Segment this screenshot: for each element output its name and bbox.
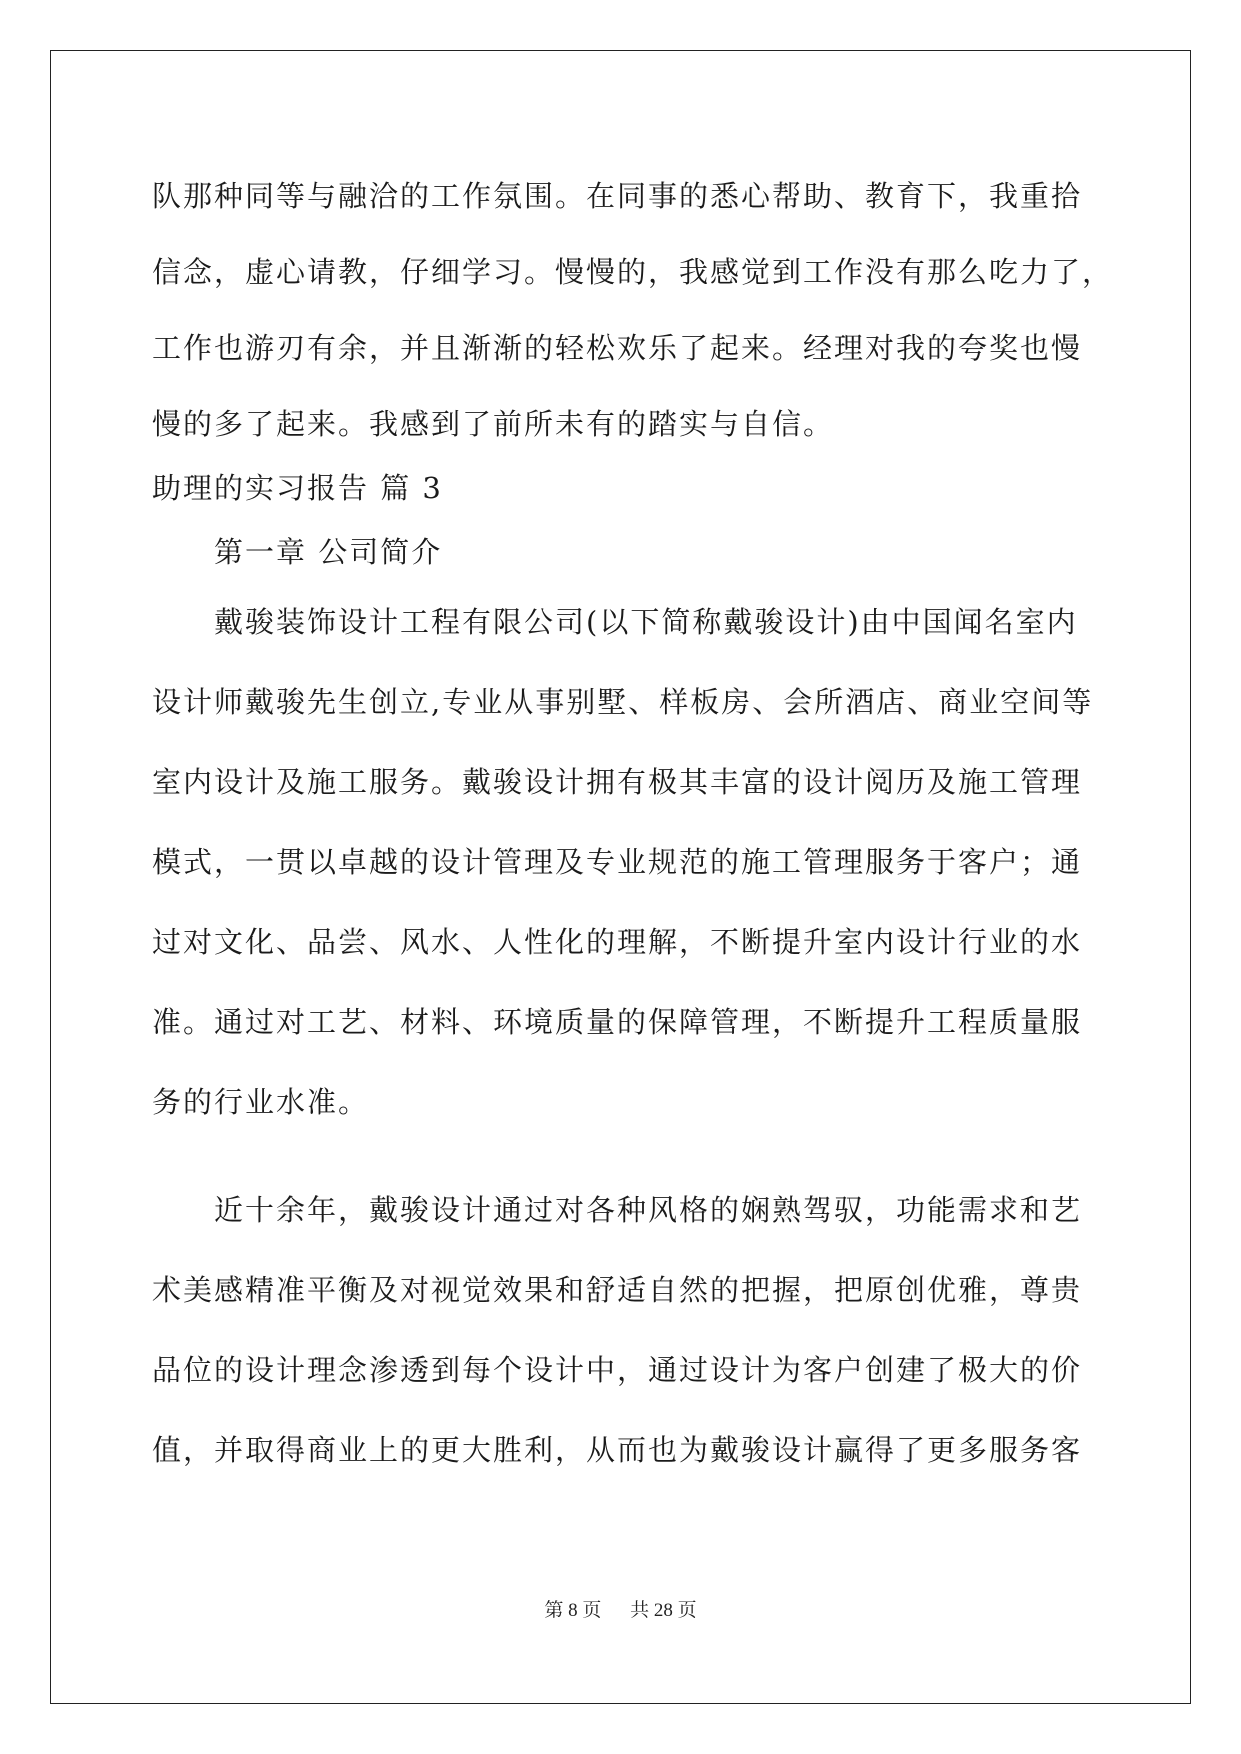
- text-line: 设计师戴骏先生创立,专业从事别墅、样板房、会所酒店、商业空间等: [152, 685, 1094, 719]
- text-line: 值，并取得商业上的更大胜利，从而也为戴骏设计赢得了更多服务客: [152, 1433, 1083, 1467]
- text-line: 工作也游刃有余，并且渐渐的轻松欢乐了起来。经理对我的夸奖也慢: [152, 331, 1083, 365]
- continued-paragraph: [152, 166, 1114, 458]
- paragraph-gap: [152, 1152, 1097, 1180]
- paragraph: [152, 1180, 1097, 1500]
- text-line: 务的行业水准。: [152, 1085, 370, 1119]
- document-body: [152, 166, 1114, 1500]
- paragraph: [152, 592, 1097, 1152]
- section-title: 助理的实习报告 篇 3: [152, 471, 443, 505]
- text-line: 戴骏装饰设计工程有限公司(以下简称戴骏设计)由中国闻名室内: [214, 605, 1078, 639]
- text-line: 准。通过对工艺、材料、环境质量的保障管理，不断提升工程质量服: [152, 1005, 1083, 1039]
- text-line: 模式，一贯以卓越的设计管理及专业规范的施工管理服务于客户；通: [152, 845, 1083, 879]
- page-total: 共 28 页: [630, 1600, 697, 1621]
- text-line: 术美感精准平衡及对视觉效果和舒适自然的把握，把原创优雅，尊贵: [152, 1273, 1083, 1307]
- page-footer: [0, 1595, 1241, 1622]
- chapter-title: 第一章 公司简介: [214, 535, 443, 569]
- page-number: 第 8 页: [544, 1600, 602, 1621]
- text-line: 品位的设计理念渗透到每个设计中，通过设计为客户创建了极大的价: [152, 1353, 1083, 1387]
- text-line: 室内设计及施工服务。戴骏设计拥有极其丰富的设计阅历及施工管理: [152, 765, 1083, 799]
- text-line: 队那种同等与融洽的工作氛围。在同事的悉心帮助、教育下，我重拾: [152, 179, 1083, 213]
- text-line: 信念，虚心请教，仔细学习。慢慢的，我感觉到工作没有那么吃力了，: [152, 255, 1114, 289]
- text-line: 过对文化、品尝、风水、人性化的理解，不断提升室内设计行业的水: [152, 925, 1083, 959]
- text-line: 慢的多了起来。我感到了前所未有的踏实与自信。: [152, 407, 835, 441]
- text-line: 近十余年，戴骏设计通过对各种风格的娴熟驾驭，功能需求和艺: [214, 1193, 1083, 1227]
